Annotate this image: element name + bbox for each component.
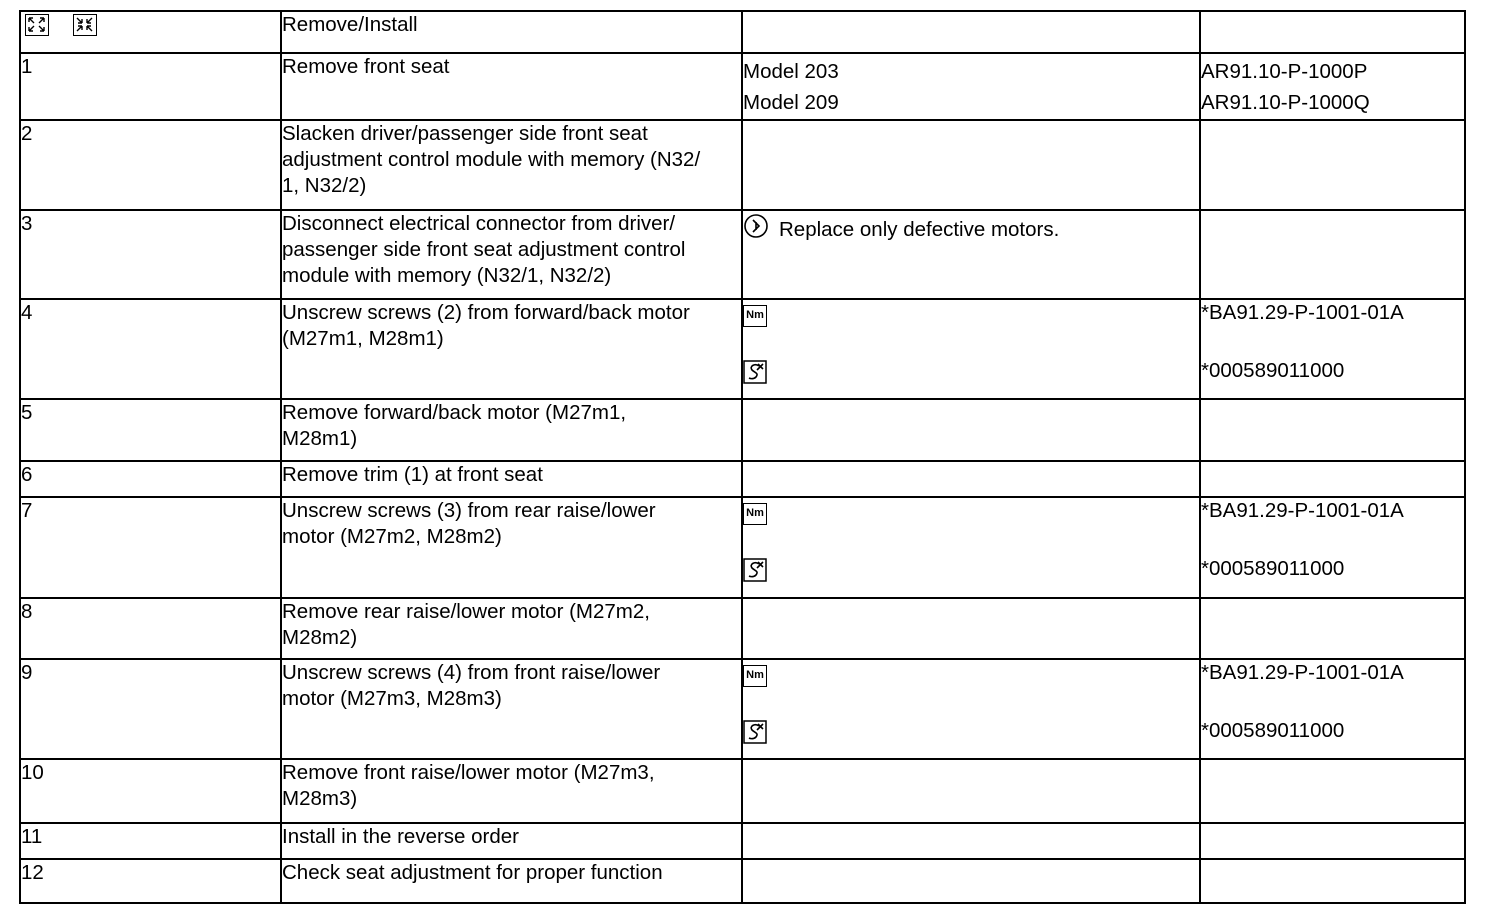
header-empty-cell — [1200, 11, 1465, 53]
note-cell — [742, 399, 1200, 461]
ref-link[interactable]: *BA91.29-P-1001-01A — [1201, 661, 1404, 684]
step-text-line: Remove forward/back motor (M27m1, — [282, 401, 627, 424]
table-row — [20, 210, 1465, 299]
step-text — [281, 659, 742, 759]
step-text — [281, 53, 742, 120]
ref-cell — [1200, 659, 1465, 759]
header-title: Remove/Install — [281, 11, 742, 53]
ref-cell — [1200, 399, 1465, 461]
step-number: 7 — [20, 497, 281, 598]
step-text-line: adjustment control module with memory (N32/ — [282, 148, 701, 171]
expand-icon[interactable] — [25, 14, 49, 36]
step-text-line: Install in the reverse order — [282, 825, 520, 848]
header-icons-cell — [20, 11, 281, 53]
special-tool-icon[interactable] — [743, 360, 767, 391]
procedure-table — [19, 10, 1466, 904]
header-row — [20, 11, 1465, 53]
step-text-line: motor (M27m2, M28m2) — [282, 525, 502, 548]
step-number: 1 — [20, 53, 281, 120]
step-text — [281, 461, 742, 497]
step-number: 9 — [20, 659, 281, 759]
step-text — [281, 299, 742, 399]
step-number: 6 — [20, 461, 281, 497]
ref-cell — [1200, 759, 1465, 823]
note-cell — [742, 461, 1200, 497]
step-text-line: Slacken driver/passenger side front seat — [282, 122, 648, 145]
ref-cell — [1200, 120, 1465, 210]
ref-link[interactable]: AR91.10-P-1000P — [1201, 60, 1368, 83]
step-text — [281, 859, 742, 903]
ref-link[interactable]: *000589011000 — [1201, 719, 1345, 742]
note-cell — [742, 299, 1200, 399]
note-cell — [742, 53, 1200, 120]
torque-nm-icon[interactable]: Nm — [743, 503, 767, 525]
step-number: 12 — [20, 859, 281, 903]
note-info-icon — [743, 213, 769, 246]
header-empty-cell — [742, 11, 1200, 53]
step-text-line: M28m1) — [282, 427, 358, 450]
step-text-line: Remove front raise/lower motor (M27m3, — [282, 761, 655, 784]
note-cell — [742, 759, 1200, 823]
step-text-line: Remove trim (1) at front seat — [282, 463, 543, 486]
table-row — [20, 461, 1465, 497]
step-text-line: Disconnect electrical connector from driver/ — [282, 212, 676, 235]
ref-link[interactable]: *000589011000 — [1201, 359, 1345, 382]
special-tool-icon[interactable] — [743, 720, 767, 751]
table-row — [20, 399, 1465, 461]
step-text-line: M28m3) — [282, 787, 358, 810]
ref-cell — [1200, 859, 1465, 903]
note-cell — [742, 659, 1200, 759]
table-row — [20, 497, 1465, 598]
note-cell — [742, 120, 1200, 210]
step-number: 3 — [20, 210, 281, 299]
table-row — [20, 659, 1465, 759]
step-text-line: Remove front seat — [282, 55, 450, 78]
step-text — [281, 598, 742, 659]
step-number: 8 — [20, 598, 281, 659]
table-row — [20, 759, 1465, 823]
collapse-icon[interactable] — [73, 14, 97, 36]
step-text — [281, 120, 742, 210]
step-number: 5 — [20, 399, 281, 461]
table-row — [20, 53, 1465, 120]
torque-nm-icon[interactable]: Nm — [743, 305, 767, 327]
step-text-line: Unscrew screws (3) from rear raise/lower — [282, 499, 656, 522]
note-text: Replace only defective motors. — [779, 217, 1060, 241]
step-number: 4 — [20, 299, 281, 399]
ref-cell — [1200, 598, 1465, 659]
step-text-line: (M27m1, M28m1) — [282, 327, 444, 350]
step-number: 11 — [20, 823, 281, 859]
step-text-line: M28m2) — [282, 626, 358, 649]
step-text-line: passenger side front seat adjustment control — [282, 238, 686, 261]
table-row — [20, 598, 1465, 659]
step-text-line: Remove rear raise/lower motor (M27m2, — [282, 600, 650, 623]
step-text-line: motor (M27m3, M28m3) — [282, 687, 502, 710]
ref-cell — [1200, 210, 1465, 299]
step-text-line: 1, N32/2) — [282, 174, 367, 197]
step-text — [281, 210, 742, 299]
table-row — [20, 823, 1465, 859]
ref-link[interactable]: *BA91.29-P-1001-01A — [1201, 301, 1404, 324]
note-cell — [742, 598, 1200, 659]
torque-nm-icon[interactable]: Nm — [743, 665, 767, 687]
ref-cell — [1200, 299, 1465, 399]
special-tool-icon[interactable] — [743, 558, 767, 589]
note-cell — [742, 210, 1200, 299]
table-row — [20, 120, 1465, 210]
step-text — [281, 497, 742, 598]
ref-link[interactable]: AR91.10-P-1000Q — [1201, 91, 1370, 114]
step-number: 2 — [20, 120, 281, 210]
step-text — [281, 823, 742, 859]
step-number: 10 — [20, 759, 281, 823]
table-row — [20, 859, 1465, 903]
ref-cell — [1200, 497, 1465, 598]
ref-cell — [1200, 461, 1465, 497]
step-text — [281, 759, 742, 823]
step-text-line: Check seat adjustment for proper function — [282, 861, 663, 884]
step-text-line: Unscrew screws (4) from front raise/lower — [282, 661, 661, 684]
step-text — [281, 399, 742, 461]
ref-link[interactable]: *000589011000 — [1201, 557, 1345, 580]
ref-cell — [1200, 53, 1465, 120]
procedure-body — [20, 11, 1465, 903]
table-row — [20, 299, 1465, 399]
note-cell — [742, 823, 1200, 859]
model-label: Model 203 — [743, 60, 839, 83]
ref-link[interactable]: *BA91.29-P-1001-01A — [1201, 499, 1404, 522]
model-label: Model 209 — [743, 91, 839, 114]
ref-cell — [1200, 823, 1465, 859]
step-text-line: module with memory (N32/1, N32/2) — [282, 264, 612, 287]
note-cell — [742, 859, 1200, 903]
step-text-line: Unscrew screws (2) from forward/back motor — [282, 301, 690, 324]
note-cell — [742, 497, 1200, 598]
